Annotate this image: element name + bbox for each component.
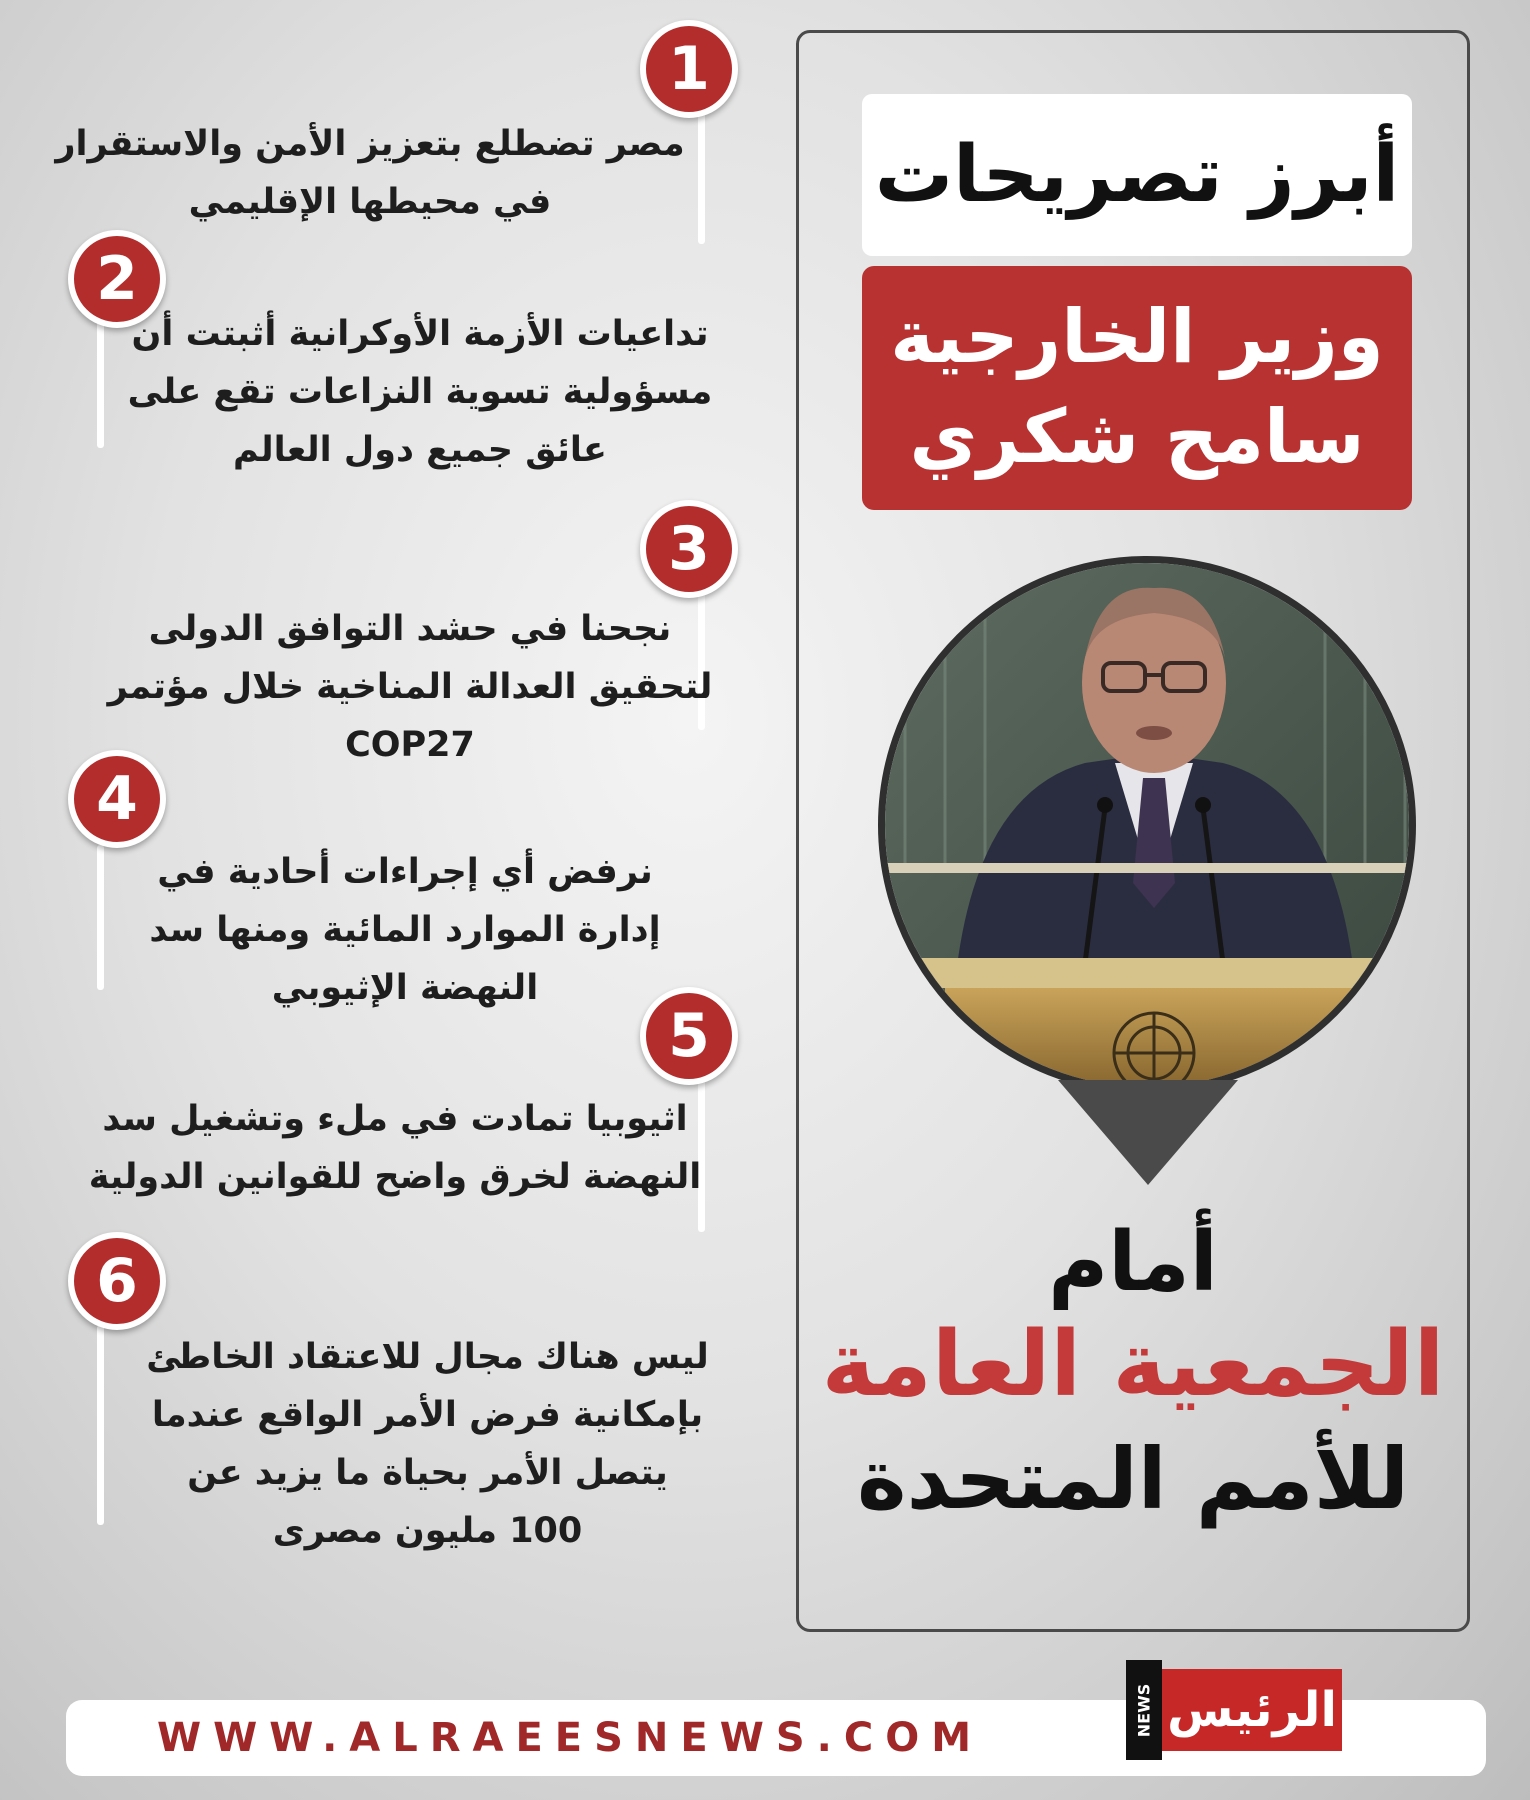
point-1-text: مصر تضطلع بتعزيز الأمن والاستقرار في محيطها الإقليمي (55, 124, 685, 222)
point-6-badge: 6 (68, 1232, 166, 1330)
minister-photo (878, 556, 1416, 1094)
venue-line-1: أمام (1048, 1215, 1218, 1310)
website-link[interactable]: WWW.ALRAEESNEWS.COM (156, 1715, 984, 1761)
minister-title: وزير الخارجية (890, 294, 1384, 381)
venue-line-3: للأمم المتحدة (856, 1430, 1410, 1528)
point-6-stem (97, 1325, 104, 1525)
point-6-text: ليس هناك مجال للاعتقاد الخاطئ بإمكانية فرض الأمر الواقع عندما يتصل الأمر بحياة ما يزيد عن 100 مليون مصرى (146, 1337, 709, 1551)
point-4-stem (97, 845, 104, 990)
point-3-badge: 3 (640, 500, 738, 598)
point-2-badge: 2 (68, 230, 166, 328)
photo-pointer (1058, 1080, 1238, 1185)
site-logo[interactable] (1126, 1660, 1352, 1760)
point-2-text: تداعيات الأزمة الأوكرانية أثبتت أن مسؤولية تسوية النزاعات تقع على عائق جميع دول العالم (127, 314, 713, 470)
point-5-text: اثيوبيا تمادت في ملء وتشغيل سد النهضة لخرق واضح للقوانين الدولية (88, 1099, 702, 1197)
point-4-text: نرفض أي إجراءات أحادية في إدارة الموارد المائية ومنها سد النهضة الإثيوبي (149, 852, 661, 1008)
headline-title: أبرز تصريحات (862, 94, 1412, 256)
venue-line-2: الجمعية العامة (821, 1312, 1445, 1417)
logo-news-label: NEWS (1134, 1683, 1154, 1737)
point-5-badge: 5 (640, 987, 738, 1085)
logo-news-tag (1126, 1660, 1162, 1760)
point-3-text: نجحنا في حشد التوافق الدولى لتحقيق العدالة المناخية خلال مؤتمر COP27 (107, 609, 713, 765)
minister-name: سامح شكري (909, 394, 1365, 480)
minister-name-box (862, 266, 1412, 510)
point-4-badge: 4 (68, 750, 166, 848)
logo-wordmark: الرئيس (1162, 1669, 1342, 1751)
speaker-at-podium-illustration (885, 563, 1416, 1094)
point-2-stem (97, 318, 104, 448)
point-1-badge: 1 (640, 20, 738, 118)
